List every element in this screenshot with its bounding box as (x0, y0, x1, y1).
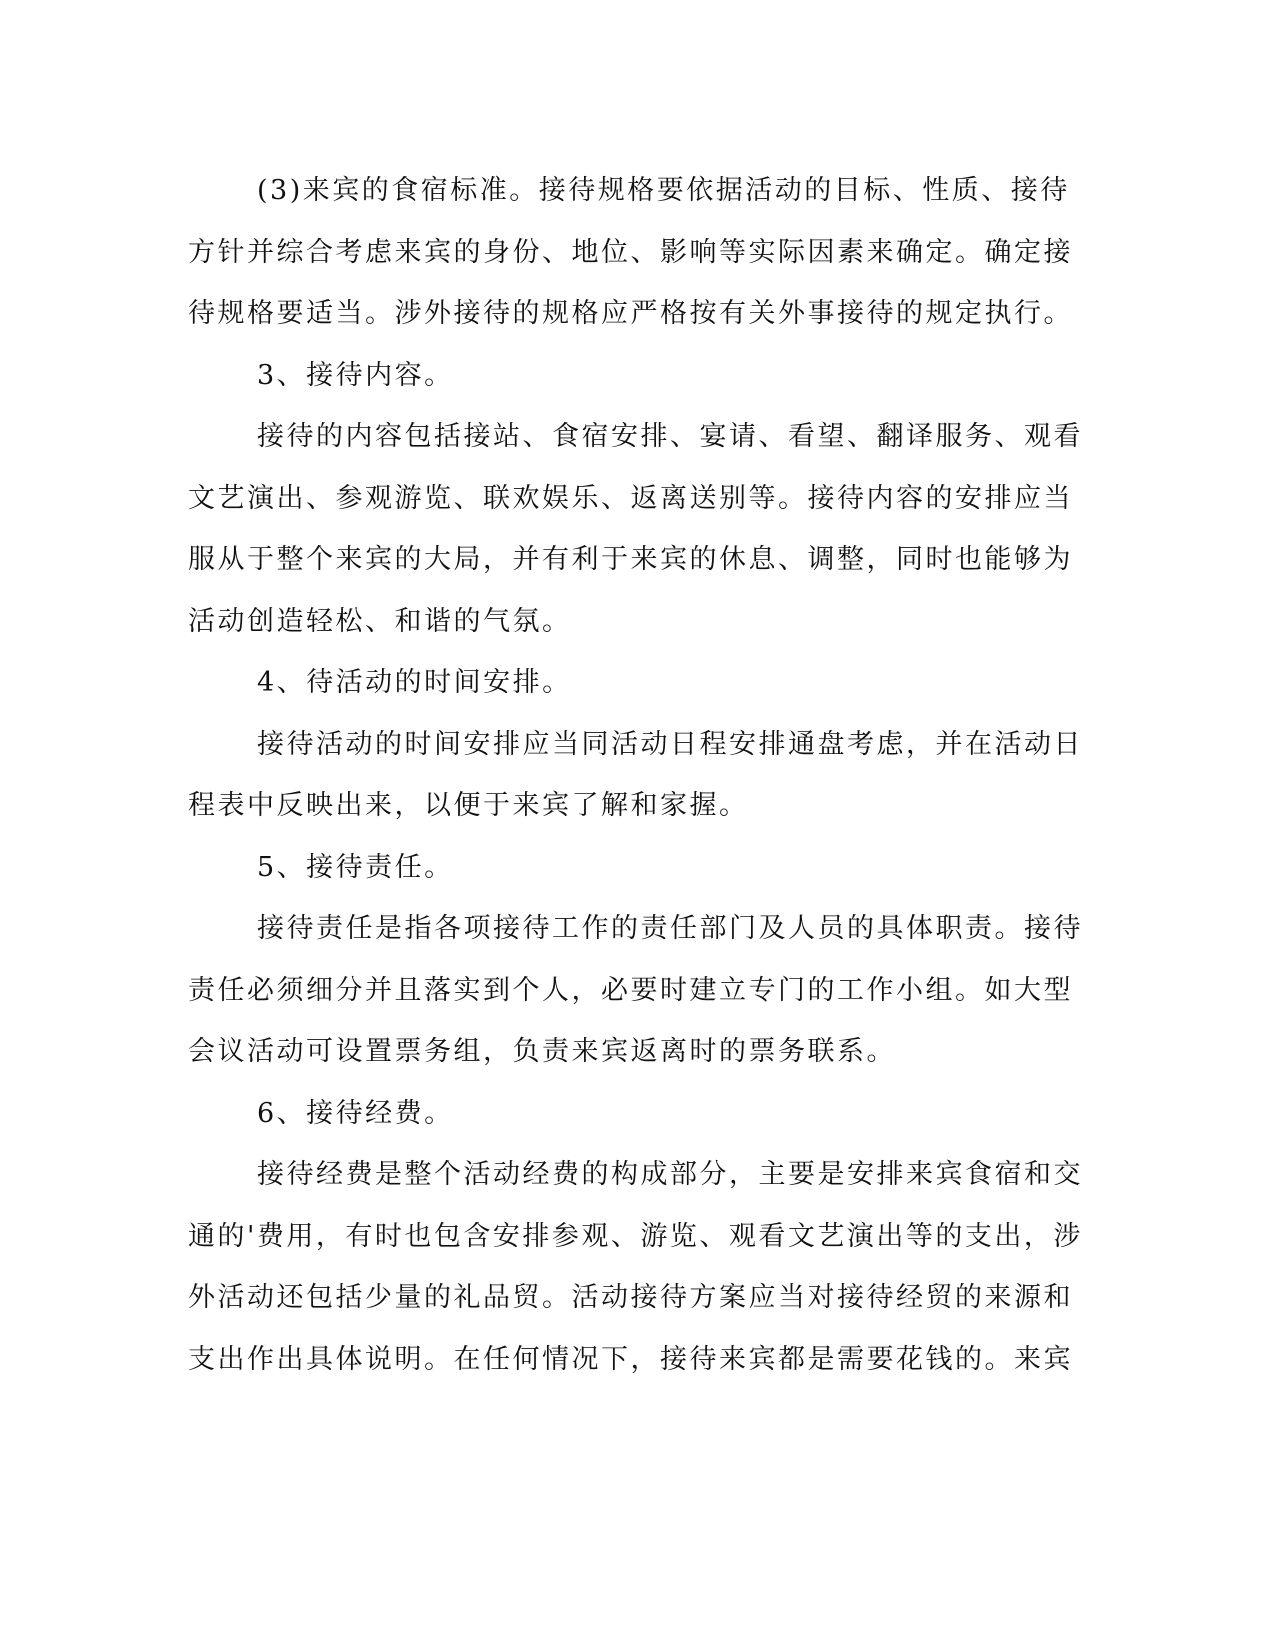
heading-reception-responsibility: 5、接待责任。 (257, 851, 454, 883)
document-body (188, 160, 1088, 1390)
paragraph-reception-funds: 接待经费是整个活动经费的构成部分，主要是安排来宾食宿和交通的'费用，有时也包含安排参观、游览、观看文艺演出等的支出，涉外活动还包括少量的礼品贸。活动接待方案应当对接待经贸的来源和支出作出具体说明。在任何情况下，接待来宾都是需要花钱的。来宾 (188, 1159, 1083, 1375)
paragraph-activity-schedule: 接待活动的时间安排应当同活动日程安排通盘考虑，并在活动日程表中反映出来，以便于来宾了解和家握。 (188, 728, 1083, 821)
paragraph-reception-responsibility: 接待责任是指各项接待工作的责任部门及人员的具体职责。接待责任必须细分并且落实到个人，必要时建立专门的工作小组。如大型会议活动可设置票务组，负责来宾返离时的票务联系。 (188, 913, 1083, 1067)
paragraph-reception-content: 接待的内容包括接站、食宿安排、宴请、看望、翻译服务、观看文艺演出、参观游览、联欢娱乐、返离送别等。接待内容的安排应当服从于整个来宾的大局，并有利于来宾的休息、调整，同时也能够为活动创造轻松、和谐的气氛。 (188, 421, 1083, 637)
heading-reception-content: 3、接待内容。 (257, 359, 454, 391)
heading-activity-schedule: 4、待活动的时间安排。 (257, 667, 572, 698)
paragraph-reception-standard: (3)来宾的食宿标准。接待规格要依据活动的目标、性质、接待方针并综合考虑来宾的身份、地位、影响等实际因素来确定。确定接待规格要适当。涉外接待的规格应严格按有关外事接待的规定执行。 (188, 175, 1073, 329)
heading-reception-funds: 6、接待经费。 (257, 1097, 454, 1129)
